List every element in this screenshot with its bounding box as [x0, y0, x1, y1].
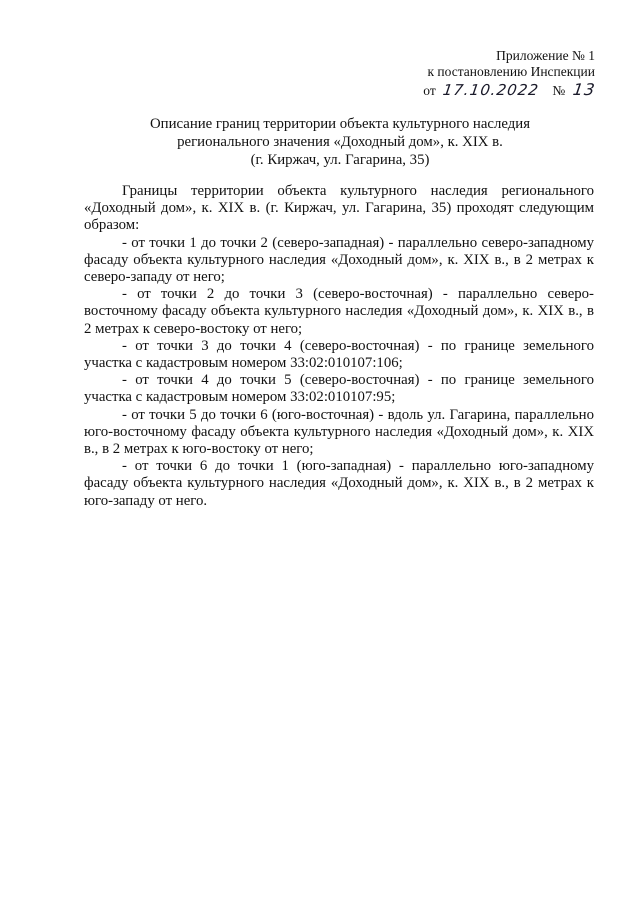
title-line-1: Описание границ территории объекта культурного наследия [149, 116, 530, 132]
boundary-item: - от точки 4 до точки 5 (северо-восточная) - по границе земельного участка с кадастровым номером 33:02:010107:95; [84, 372, 594, 406]
boundary-item: - от точки 5 до точки 6 (юго-восточная) - вдоль ул. Гагарина, параллельно юго-восточному фасаду объекта культурного наследия «Доходный дом», к. XIX в., в 2 метрах к юго-востоку от него; [84, 406, 594, 458]
title-line-2: регионального значения «Доходный дом», к. XIX в. [177, 134, 503, 150]
handwritten-number: 13 [571, 80, 597, 99]
title-line-3: (г. Киржач, ул. Гагарина, 35) [250, 152, 430, 168]
boundary-item: - от точки 6 до точки 1 (юго-западная) - параллельно юго-западному фасаду объекта культурного наследия «Доходный дом», к. XIX в., в 2 метрах к юго-западу от него. [84, 458, 594, 509]
resolution-reference: к постановлению Инспекции [427, 64, 595, 79]
date-prefix: от [423, 83, 436, 98]
intro-paragraph: Границы территории объекта культурного наследия регионального «Доходный дом», к. XIX в. (г. Киржач, ул. Гагарина, 35) проходят следующим образом: [84, 183, 594, 234]
number-label: № [552, 83, 566, 98]
handwritten-date: 17.10.2022 [441, 81, 541, 99]
boundary-item: - от точки 3 до точки 4 (северо-восточная) - по границе земельного участка с кадастровым номером 33:02:010107:106; [84, 337, 594, 372]
resolution-date-number [423, 82, 595, 99]
document-title [90, 115, 590, 169]
document-body [84, 183, 594, 510]
boundary-item: - от точки 2 до точки 3 (северо-восточная) - параллельно северо-восточному фасаду объекта культурного наследия «Доходный дом», к. XIX в., в 2 метрах к северо-востоку от него; [84, 286, 594, 337]
boundary-item: - от точки 1 до точки 2 (северо-западная) - параллельно северо-западному фасаду объекта культурного наследия «Доходный дом», к. XIX в., в 2 метрах к северо-западу от него; [84, 234, 594, 286]
appendix-label: Приложение № 1 [496, 48, 595, 63]
